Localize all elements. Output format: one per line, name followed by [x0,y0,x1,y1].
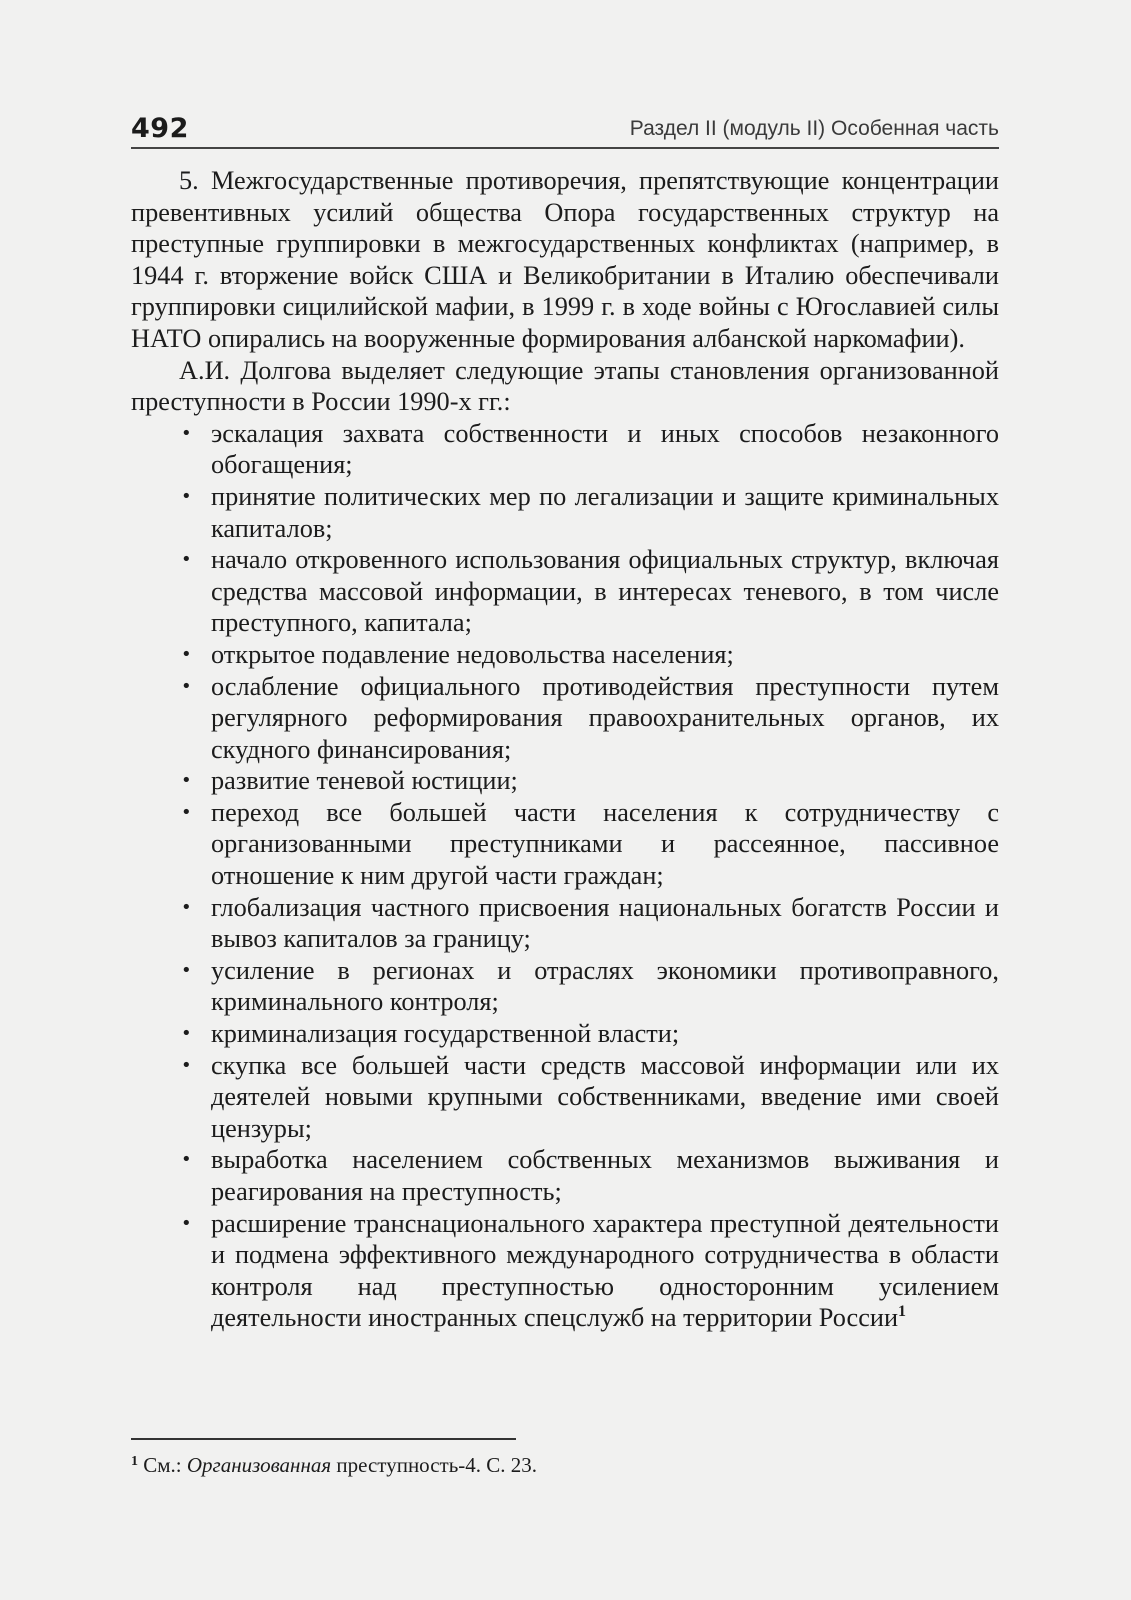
paragraph: А.И. Долгова выделяет следующие этапы становления организованной преступности в России 1990-х гг.: [131,355,999,417]
list-item-text: ослабление официального противодействия преступности путем регулярного реформирования правоохранительных органов, их скудного финансирования; [211,671,999,764]
footnote-prefix: См.: [143,1453,182,1477]
bullet-icon: • [181,643,192,665]
list-item [131,797,999,892]
list-item-text: развитие теневой юстиции; [211,766,518,796]
bullet-icon: • [181,485,192,507]
bullet-icon: • [181,1023,192,1045]
stages-list [131,418,999,1334]
list-item [131,1208,999,1334]
list-item [131,481,999,544]
list-item-text: расширение транснационального характера преступной деятельности и подмена эффективного международного сотрудничества в области контроля над преступностью односторонним усилением деятельности иностранных спецслужб на территории России [211,1208,999,1333]
list-item [131,418,999,481]
list-item [131,892,999,955]
list-item-text: криминализация государственной власти; [211,1019,680,1049]
footnote-source: преступность-4. С. 23. [336,1453,538,1477]
list-item-text: глобализация частного присвоения национальных богатств России и вывоз капиталов за границу; [211,892,999,954]
list-item-text: выработка населением собственных механизмов выживания и реагирования на преступность; [211,1145,999,1206]
footnote-title: Организованная [186,1453,332,1477]
list-item [131,639,999,671]
bullet-icon: • [181,1054,192,1076]
list-item-text: скупка все большей части средств массовой информации или их деятелей новыми крупными собственниками, введение ими своей цензуры; [211,1050,999,1143]
bullet-icon: • [181,770,192,792]
paragraph: 5. Межгосударственные противоречия, препятствующие концентрации превентивных усилий общества Опора государственных структур на преступные группировки в межгосударственных конфликтах (например, в 1944 г. вторжение войск США и Великобритании в Италию обеспечивали группировки сицилийской мафии, в 1999 г. в ходе войны с Югославией силы НАТО опирались на вооруженные формирования албанской наркомафии). [131,166,999,353]
bullet-icon: • [181,549,192,571]
list-item [131,671,999,766]
page-header [131,111,999,149]
footnote-reference[interactable]: 1 [898,1303,907,1321]
bullet-icon: • [181,1212,192,1234]
list-item-text: переход все большей части населения к сотрудничеству с организованными преступниками и рассеянное, пассивное отношение к ним другой части граждан; [211,797,999,891]
bullet-icon: • [181,801,192,823]
list-item-text: усиление в регионах и отраслях экономики противоправного, криминального контроля; [211,955,999,1017]
bullet-icon: • [181,959,192,981]
footnote-mark: 1 [131,1454,138,1469]
list-item [131,1144,999,1207]
bullet-icon: • [181,422,192,444]
list-item [131,1050,999,1145]
bullet-icon: • [181,896,192,918]
page-number: 492 [131,113,189,144]
list-item [131,1018,999,1050]
list-item [131,955,999,1018]
list-item [131,765,999,797]
list-item-text: открытое подавление недовольства населения; [211,639,734,669]
footnote-divider [131,1438,516,1440]
running-head: Раздел II (модуль II) Особенная часть [629,117,999,140]
list-item-text: принятие политических мер по легализации и защите криминальных капиталов; [211,481,999,543]
list-item-text: эскалация захвата собственности и иных способов незаконного обогащения; [211,418,999,480]
list-item-text: начало откровенного использования официальных структур, включая средства массовой информации, в интересах теневого, в том числе преступного, капитала; [211,545,999,638]
main-text [131,165,999,1334]
list-item [131,544,999,639]
bullet-icon: • [181,675,192,697]
footnote [131,1452,999,1478]
bullet-icon: • [181,1149,192,1171]
